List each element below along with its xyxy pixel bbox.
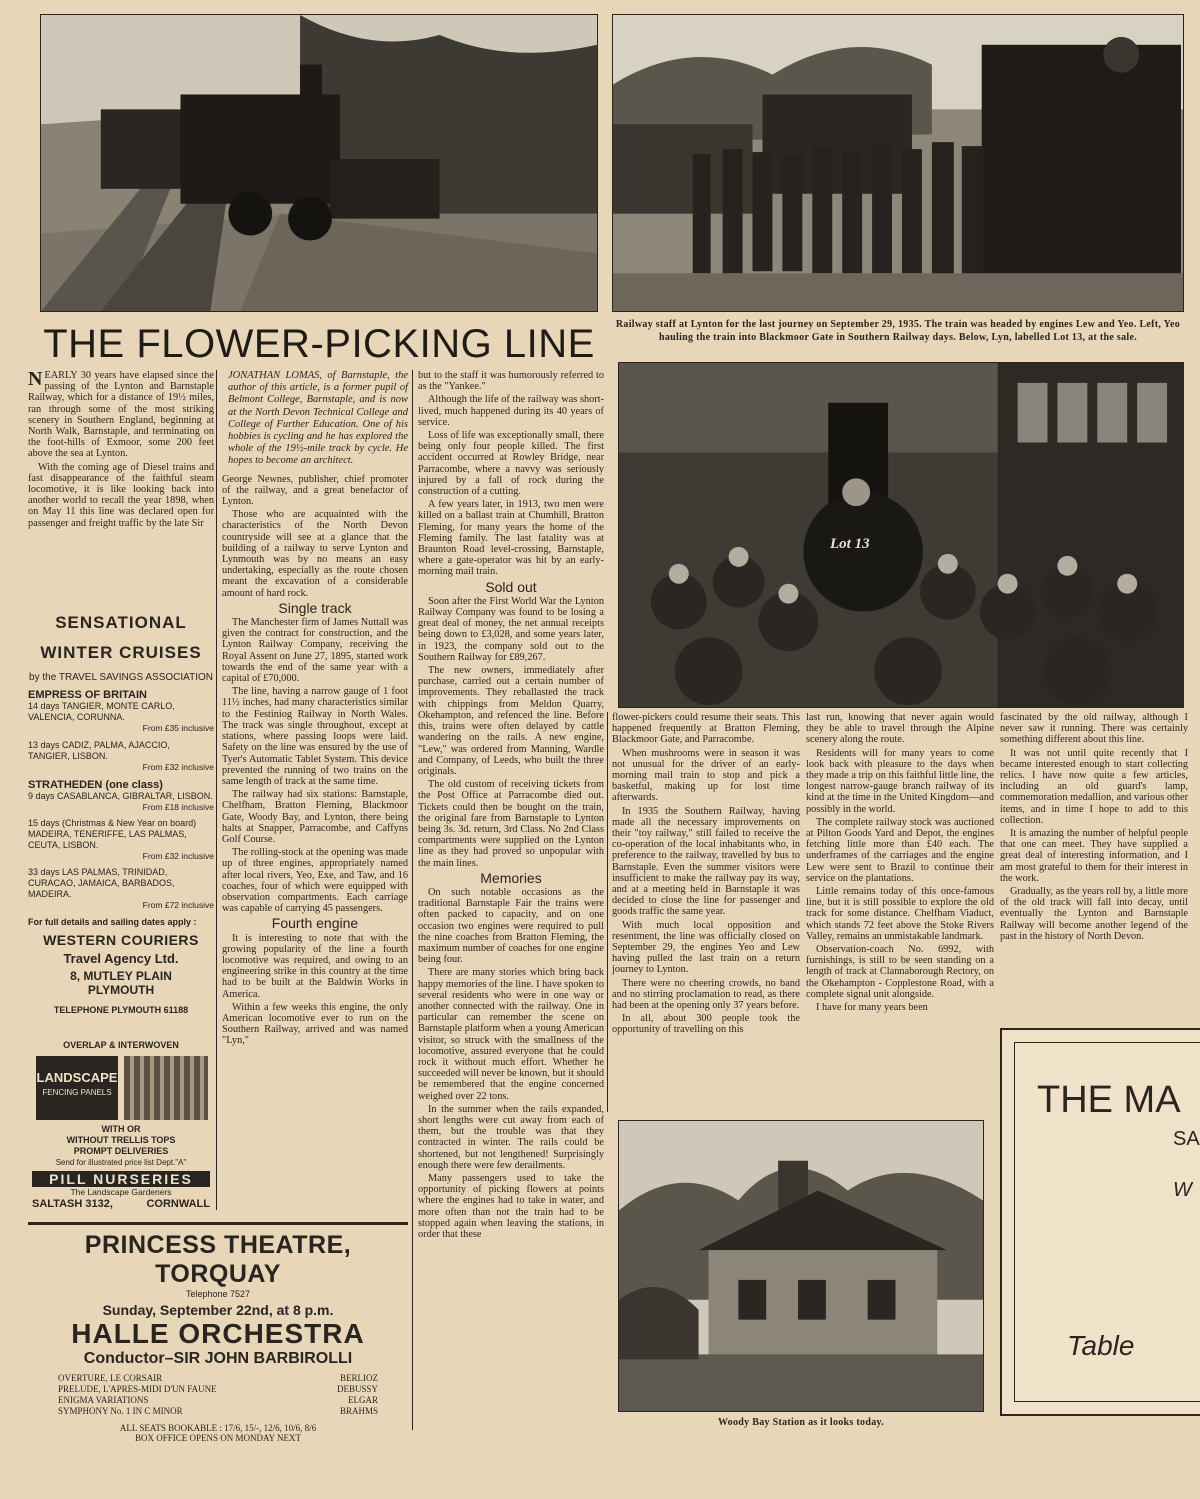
partial-advert-line: Table <box>1067 1330 1135 1361</box>
col1-paragraph: With the coming age of Diesel trains and fast disappearance of the faithful steam locomotive, it is like looking back into another world to recall the year 1898, when on May 11 this line was declared open for passenger and freight traffic by the late Sir <box>28 461 214 529</box>
programme-row <box>58 1373 378 1384</box>
seat-prices: ALL SEATS BOOKABLE : 17/6, 15/-, 12/6, 10/6, 8/6 <box>119 1423 317 1433</box>
fence-brand: LANDSCAPE <box>36 1070 118 1085</box>
cruise-item: 33 days LAS PALMAS, TRINIDAD, CURACAO, JAMAICA, BARBADOS, MADEIRA. <box>28 867 175 899</box>
theatre-advert <box>28 1222 408 1443</box>
partial-advert <box>1000 1028 1200 1416</box>
agent-address: 8, MUTLEY PLAIN <box>70 969 172 983</box>
cruise-item: 9 days CASABLANCA, GIBRALTAR, LISBON. <box>28 791 213 801</box>
col6-paragraph: fascinated by the old railway, although I never saw it running. There was certainly something different about this line. <box>1000 712 1188 746</box>
agent-name-2: Travel Agency Ltd. <box>63 951 179 966</box>
programme-composer: BRAHMS <box>339 1406 378 1416</box>
col3-paragraph: In the summer when the rails expanded, short lengths were cut away from each of them, but the trouble was that they contracted in winter. The rails could be shortened, but not lengthened! Surprisingly enough there were few derailments. <box>418 1103 604 1171</box>
conductor: Conductor–SIR JOHN BARBIROLLI <box>83 1350 353 1367</box>
col5-paragraph: Observation-coach No. 6992, with furnishings, is still to be seen standing on a length of track at Clannaborough Rectory, on the Okehampton - Copplestone Road, with a complete signal unit alongside. <box>806 944 994 1000</box>
agent-name: WESTERN COURIERS <box>43 932 199 948</box>
col5-paragraph: I have for many years been <box>816 1002 928 1014</box>
cruise-line2: WINTER CRUISES <box>40 643 202 662</box>
theatre-telephone: Telephone 7527 <box>185 1289 251 1299</box>
ship-name: STRATHEDEN (one class) <box>28 779 163 791</box>
box-office: BOX OFFICE OPENS ON MONDAY NEXT <box>134 1433 302 1443</box>
programme-row <box>58 1406 378 1417</box>
col3-paragraph: Although the life of the railway was short-lived, much happened during its 40 years of service. <box>418 394 604 428</box>
col4-paragraph: In 1935 the Southern Railway, having made all the necessary improvements on their "toy railway," still failed to receive the co-operation of the local inhabitants who, in preference to the railway, travelled by bus to Barnstaple. Even the summer visitors were insufficient to make the railway pay its way, and at a meeting held in Barnstaple it was decided to close the line for passenger and goods traffic the same year. <box>612 805 800 918</box>
col3-paragraph: The old custom of receiving tickets from the Post Office at Parracombe died out. Tickets could then be bought on the train, the original fare from Barnstaple to Lynton being 3s. 3d. return, 3rd Class. No 2nd Class compartments were supplied on the Lynton line as they had proved so unpopular with the main lines. <box>418 779 604 869</box>
cruise-by: by the TRAVEL SAVINGS ASSOCIATION <box>29 672 213 683</box>
subhead-fourth-engine: Fourth engine <box>271 915 359 932</box>
programme-work: SYMPHONY No. 1 IN C MINOR <box>58 1406 183 1416</box>
subhead-sold-out: Sold out <box>485 578 537 595</box>
article-column-1 <box>28 370 214 606</box>
col1-paragraph: EARLY 30 years have elapsed since the passing of the Lynton and Barnstaple Railway, which for a distance of 19½ miles, ran through some of the most striking scenery in Southern England, beginning at North Walk, Barnstaple, and terminating on the foot-hills of Exmoor, some 200 feet above the sea at Lynton. <box>28 370 214 460</box>
cruise-price: From £32 inclusive <box>142 851 214 861</box>
column-rule <box>412 370 413 1430</box>
col2-paragraph: The railway had six stations: Barnstaple, Chelfham, Bratton Fleming, Blackmoor Gate, Woody Bay, and Lynton, there being halts at Snapper, Parracombe, and Caffyns Golf Course. <box>222 789 408 845</box>
author-intro: JONATHAN LOMAS, of Barnstaple, the author of this article, is a former pupil of Belmont College, Barnstaple, and is now at the North Devon Technical College and College of Further Education. One of his hobbies is cycling and he has explored the whole of the 19½-mile track by cycle. He hopes to become an architect. <box>228 370 408 467</box>
fence-top: OVERLAP & INTERWOVEN <box>63 1040 179 1050</box>
nursery-telephone: SALTASH 3132, <box>32 1198 113 1210</box>
programme-work: ENIGMA VARIATIONS <box>58 1395 149 1405</box>
fence-brand-sub: FENCING PANELS <box>42 1088 112 1097</box>
fence-logo <box>36 1056 118 1120</box>
col2-paragraph: The line, having a narrow gauge of 1 foot 11½ inches, had many characteristics similar to the Festiniog Railway in North Wales. The track was single throughout, except at stations, where passing loops were laid. Safety on the line was ensured by the use of Tyer's Automatic Tablet System. This device prevented the running of two trains on the same length of track at the same time. <box>222 686 408 787</box>
programme-composer: BERLIOZ <box>340 1373 378 1383</box>
subhead-memories: Memories <box>480 869 542 886</box>
cruise-price: From £72 inclusive <box>142 900 214 910</box>
cruise-price: From £32 inclusive <box>142 762 214 772</box>
fence-line: WITH OR <box>101 1124 141 1134</box>
article-column-5 <box>806 712 994 1112</box>
col2-paragraph: George Newnes, publisher, chief promoter of the railway, and a great benefactor of Lynton. <box>222 473 408 508</box>
col3-paragraph: Many passengers used to take the opportunity of picking flowers at points where the engines had to take in water, and more often than not the train had to be stopped again when leaving the stations, in order that these <box>418 1173 604 1241</box>
top-photo-caption: Railway staff at Lynton for the last journey on September 29, 1935. The train was headed by engines Lew and Yeo. Left, Yeo hauling the train into Blackmoor Gate in Southern Railway days. Below, Lyn, labelled Lot 13, at the sale. <box>615 319 1181 343</box>
col4-paragraph: With much local opposition and resentment, the line was officially closed on September 29, the engines Yeo and Lew having pulled the last train on a return journey to Lynton. <box>612 919 800 976</box>
partial-advert-line: W <box>1173 1179 1192 1201</box>
cruise-item: 15 days (Christmas & New Year on board) MADEIRA, TENERIFFE, LAS PALMAS, CEUTA, LISBON. <box>28 818 197 850</box>
col6-paragraph: Gradually, as the years roll by, a little more of the old track will fall into decay, until eventually the Lynton and Barnstaple Railway will become another legend of the past in the history of North Devon. <box>1000 886 1188 942</box>
programme-list <box>58 1373 378 1417</box>
article-headline: THE FLOWER-PICKING LINE <box>43 322 595 366</box>
bottom-photo-caption: Woody Bay Station as it looks today. <box>717 1417 885 1428</box>
col4-paragraph: There were no cheering crowds, no band and no stirring proclamation to read, as there had been at the opening only 37 years before. <box>612 977 800 1012</box>
agent-city: PLYMOUTH <box>87 983 155 997</box>
col4-paragraph: In all, about 300 people took the opportunity of travelling on this <box>612 1013 800 1036</box>
fence-line: Send for illustrated price list Dept."A" <box>55 1158 187 1167</box>
col3-paragraph: The new owners, immediately after purchase, carried out a certain number of improvements. They reballasted the track with chippings from Meldon Quarry, Okehampton, and refenced the line. Before this, trains were often delayed by cattle wandering on the rails. A new engine, "Lew," was ordered from Manning, Wardle and Company, of Leeds, who built the three originals. <box>418 665 604 777</box>
col6-paragraph: It is amazing the number of helpful people that one can meet. They have supplied a great deal of interesting information, and I am most grateful to them for their interest in the work. <box>1000 828 1188 884</box>
col2-paragraph: The Manchester firm of James Nuttall was given the contract for construction, and the Lynton Railway Company, receiving the Royal Assent on June 27, 1895, started work towards the end of the same year with a capital of £70,000. <box>222 617 408 685</box>
column-rule <box>216 370 217 1210</box>
programme-work: PRELUDE, L'APRES-MIDI D'UN FAUNE <box>58 1384 217 1394</box>
partial-advert-line: SA <box>1173 1128 1200 1150</box>
cruise-item: 14 days TANGIER, MONTE CARLO, VALENCIA, CORUNNA. <box>28 701 175 722</box>
theatre-title: PRINCESS THEATRE, TORQUAY <box>84 1231 352 1288</box>
col4-paragraph: When mushrooms were in season it was not unusual for the driver of an early-morning mail train to stop and pick a basketful, making up for lost time afterwards. <box>612 747 800 804</box>
fencing-advert <box>28 1040 214 1210</box>
cruise-price: From £35 inclusive <box>142 723 214 733</box>
programme-composer: ELGAR <box>348 1395 378 1405</box>
col3-paragraph: A few years later, in 1913, two men were killed on a ballast train at Chumhill, Bratton Fleming, for many years the home of the Fleming family. The last fatality was at Braunton Road level-crossing, Barnstaple, where a gate-operator was hit by an early-morning mail train. <box>418 499 604 578</box>
col3-paragraph: There are many stories which bring back happy memories of the line. I have spoken to several residents who were in one way or another connected with the railway. One in particular can remember the scene on Barnstaple platform when a young American visitor, so struck with the smallness of the locomotive, assured everyone that he could rock it without much effort. Whether he succeeded will never be known, but it should be remembered that the engine concerned weighed over 22 tons. <box>418 967 604 1102</box>
lot-13-label: Lot 13 <box>830 536 870 552</box>
article-column-6 <box>1000 712 1188 1002</box>
nursery-sub: The Landscape Gardeners <box>70 1187 172 1197</box>
col5-paragraph: Residents will for many years to come look back with pleasure to the days when they made a trip on this faithful little line, the longest narrow-gauge branch railway of its kind at the time in the United Kingdom—and possibly in the world. <box>806 747 994 815</box>
nursery-place: CORNWALL <box>146 1198 210 1210</box>
col2-paragraph: Those who are acquainted with the characteristics of the North Devon countryside will see at a glance that the building of a railway to serve Lynton and Lynmouth was by no means an easy undertaking, especially as the route chosen meant the excavation of a considerable amount of hard rock. <box>222 509 408 599</box>
col5-paragraph: last run, knowing that never again would they be able to travel through the Alpine scenery along the route. <box>806 712 994 746</box>
fence-line: WITHOUT TRELLIS TOPS <box>66 1135 176 1145</box>
partial-advert-title: THE MA <box>1037 1079 1181 1121</box>
fence-panel-icon <box>124 1056 208 1120</box>
col3-paragraph: Soon after the First World War the Lynton Railway Company was found to be losing a great deal of money, the net annual receipts being down to £3,028, and some years later, in 1923, the company sold out to the Southern Railway for £89,267. <box>418 595 604 663</box>
article-column-3 <box>418 370 604 1430</box>
nursery-name: PILL NURSERIES <box>32 1171 210 1187</box>
orchestra-name: HALLE ORCHESTRA <box>71 1318 365 1349</box>
cruise-price: From £18 inclusive <box>142 802 214 812</box>
cruise-line1: SENSATIONAL <box>55 613 187 632</box>
col2-paragraph: Within a few weeks this engine, the only American locomotive ever to run on the Southern Railway, arrived and was named "Lyn," <box>222 1001 408 1047</box>
col6-paragraph: It was not until quite recently that I became interested enough to start collecting relics. I have now quite a few articles, including an old guard's lamp, commemoration medallion, and various other items, and in time I hope to add to this collection. <box>1000 747 1188 826</box>
programme-work: OVERTURE, LE CORSAIR <box>58 1373 163 1383</box>
programme-row <box>58 1384 378 1395</box>
staff-photo <box>612 14 1184 312</box>
agent-telephone: TELEPHONE PLYMOUTH 61188 <box>53 1005 189 1015</box>
col5-paragraph: The complete railway stock was auctioned at Pilton Goods Yard and Depot, the engines fetching little more than £40 each. The underframes of the carriages and the engine Lew were sent to Brazil to continue their service on the plantations. <box>806 816 994 884</box>
col3-paragraph: Loss of life was exceptionally small, there being only four people killed. The first accident occurred at Rowley Bridge, near Parracombe, where a navvy was seriously injured by a fall of rock during the construction of a cutting. <box>418 430 604 498</box>
col5-paragraph: Little remains today of this once-famous line, but it is still possible to explore the old track for some distance. Chelfham Viaduct, which stands 72 feet above the Stoke Rivers Valley, remains an unmistakable landmark. <box>806 886 994 942</box>
locomotive-photo <box>40 14 598 312</box>
article-column-2 <box>222 370 408 1210</box>
col4-paragraph: flower-pickers could resume their seats. This happened frequently at Bratton Fleming, Blackmoor Gate, and Parracombe. <box>612 712 800 746</box>
subhead-single-track: Single track <box>278 599 352 616</box>
column-rule <box>607 712 608 1112</box>
col3-paragraph: but to the staff it was humorously referred to as the "Yankee." <box>418 370 604 393</box>
cruise-advert <box>28 608 214 1030</box>
fence-line: PROMPT DELIVERIES <box>73 1146 169 1156</box>
cruise-item: 13 days CADIZ, PALMA, AJACCIO, TANGIER, LISBON. <box>28 740 170 761</box>
col2-paragraph: It is interesting to note that with the growing popularity of the line a fourth locomotive was required, and owing to an engineering strike in this country at the time had to be built at the Baldwin Works in America. <box>222 932 408 1000</box>
programme-row <box>58 1395 378 1406</box>
woody-bay-station-photo <box>618 1120 984 1412</box>
drop-cap: N <box>28 368 43 390</box>
ship-name: EMPRESS OF BRITAIN <box>28 689 147 701</box>
col2-paragraph: The rolling-stock at the opening was made up of three engines, appropriately named after local rivers, Yeo, Exe, and Taw, and 16 coaches, four of which were equipped with observation compartments. Each carriage was capable of carrying 45 passengers. <box>222 847 408 915</box>
cruise-apply: For full details and sailing dates apply : <box>28 917 197 927</box>
programme-composer: DEBUSSY <box>336 1384 378 1394</box>
article-column-4 <box>612 712 800 1112</box>
concert-date: Sunday, September 22nd, at 8 p.m. <box>102 1302 334 1318</box>
lot-13-sale-photo <box>618 362 1184 708</box>
col3-paragraph: On such notable occasions as the traditional Barnstaple Fair the trains were often packed to capacity, and on one occasion two engines were required to pull the nine coaches from Bratton Fleming, the maximum number of coaches for one engine being four. <box>418 886 604 966</box>
